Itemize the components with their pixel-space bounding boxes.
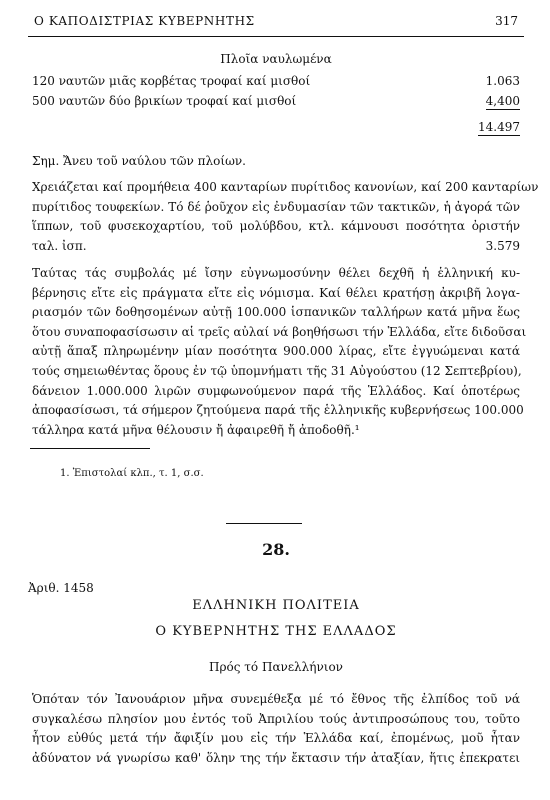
- ships-total: 14.497: [478, 120, 520, 134]
- ships-row-amount: 1.063: [485, 74, 520, 88]
- ships-row-label: 500 ναυτῶν δύο βρικίων τροφαί καί μισθοί: [32, 94, 297, 108]
- text-line: Ὁπόταν τόν Ἰανουάριον μῆνα συνεμέθεξα μέ τό ἔθνος τῆς ἐλπίδος τοῦ νά: [32, 692, 520, 706]
- header-rule: [28, 36, 524, 37]
- ships-row: [32, 74, 520, 92]
- footnote-rule: [30, 448, 150, 449]
- document-page: [28, 0, 539, 800]
- text-line: ὅτου συναποφασίσωσιν αἱ τρεῖς αὐλαί νά βοηθήσωσι τήν Ἑλλάδα, εἴτε διδοῦσαι: [32, 324, 527, 339]
- footnote: 1. Ἐπιστολαί κλπ., τ. 1, σ.σ.: [60, 468, 204, 479]
- currency-label: ταλ. ἰσπ.: [32, 238, 87, 253]
- ships-row-amount: 4,400: [485, 94, 520, 108]
- ships-table-title: Πλοῖα ναυλωμένα: [220, 52, 332, 66]
- text-line: τούς σημειωθέντας ὅρους ἐν τῷ ὑπομνήματι τῆς 31 Αὐγούστου (12 Σεπτεβρίου),: [32, 363, 522, 378]
- supplies-amount: 3.579: [485, 238, 520, 253]
- ships-row: [32, 94, 520, 112]
- ships-total-row: [32, 120, 520, 138]
- text-line: συγκαλέσω πλησίον μου ἐντός τοῦ Ἀπριλίου τούς ἀντιπροσώπους του, τοῦτο: [32, 711, 520, 726]
- text-line: Ταύτας τάς συμβολάς μέ ἴσην εὐγνωμοσύνην θέλει δεχθῆ ἡ ἑλληνική κυ-: [32, 266, 520, 280]
- running-header: [28, 14, 524, 34]
- text-line: ἀδύνατον νά γνωρίσω καθ' ὅλην της τήν ἔκτασιν τήν ἀταξίαν, ἥτις ἐπεκρατει: [32, 750, 520, 765]
- paragraph-contributions: [32, 264, 527, 440]
- paragraph-supplies: [32, 178, 539, 256]
- note-line: Σημ. Ἄνευ τοῦ ναύλου τῶν πλοίων.: [32, 154, 246, 168]
- text-line: Χρειάζεται καί προμήθεια 400 κανταρίων πυρίτιδος κανονίων, καί 200 κανταρίων: [32, 180, 539, 194]
- text-line-amount: [32, 237, 520, 257]
- text-line: ἀποφασίσωσι, τά σήμερον ζητούμενα παρά τῆς ἑλληνικῆς κυβερνήσεως 100.000: [32, 403, 524, 418]
- section-rule: [226, 523, 302, 524]
- text-line: τάλληρα κατά μῆνα θέλουσιν ἤ ἀφαιρεθῆ ἤ ἀποδοθῆ.¹: [32, 422, 360, 437]
- addressee-heading: Πρός τό Πανελλήνιον: [209, 660, 343, 674]
- text-line: ἵππων, τοῦ φυσεκοχαρτίου, τοῦ μολύβδου, κτλ. κάμνουσι ποσότητα ὀριστήν: [32, 219, 520, 234]
- page-number: 317: [495, 14, 518, 28]
- text-line: βέρνησις εἴτε εἰς πράγματα εἴτε εἰς νόμισμα. Καί θέλει κρατήσῃ ἀκριβῆ λογα-: [32, 285, 520, 300]
- text-line: δάνειον 1.000.000 λιρῶν συμφωνούμενον παρά τῆς Ἑλλάδος. Καί ὁποτέρως: [32, 383, 520, 398]
- running-title: Ο ΚΑΠΟΔΙΣΤΡΙΑΣ ΚΥΒΕΡΝΗΤΗΣ: [34, 14, 255, 28]
- heading-state: ΕΛΛΗΝΙΚΗ ΠΟΛΙΤΕΙΑ: [192, 598, 360, 613]
- document-reference: Ἀριθ. 1458: [28, 581, 94, 595]
- ships-row-label: 120 ναυτῶν μιᾶς κορβέτας τροφαί καί μισθοί: [32, 74, 311, 88]
- heading-governor: Ο ΚΥΒΕΡΝΗΤΗΣ ΤΗΣ ΕΛΛΑΔΟΣ: [155, 624, 397, 639]
- text-line: πυρίτιδος τουφεκίων. Τό δέ ῥοῦχον εἰς ἐνδυμασίαν τῶν τακτικῶν, ἡ ἀγορά τῶν: [32, 199, 520, 214]
- text-line: ἦτον εὐθύς μετά τήν ἄφιξίν μου εἰς τήν Ἑλλάδα καί, ἐπομένως, μοῦ ἦταν: [32, 731, 520, 746]
- paragraph-proclamation: [32, 690, 520, 768]
- section-number: 28.: [262, 540, 290, 559]
- text-line: ριασμόν τῶν δοθησομένων αὐτῇ 100.000 ἱσπανικῶν ταλλήρων κατά μῆνα ἕως: [32, 305, 520, 320]
- text-line: αὐτῇ ἅπαξ πληρωμένην μίαν ποσότητα 900.000 λίρας, εἴτε ἐγγυώμεναι κατά: [32, 344, 520, 359]
